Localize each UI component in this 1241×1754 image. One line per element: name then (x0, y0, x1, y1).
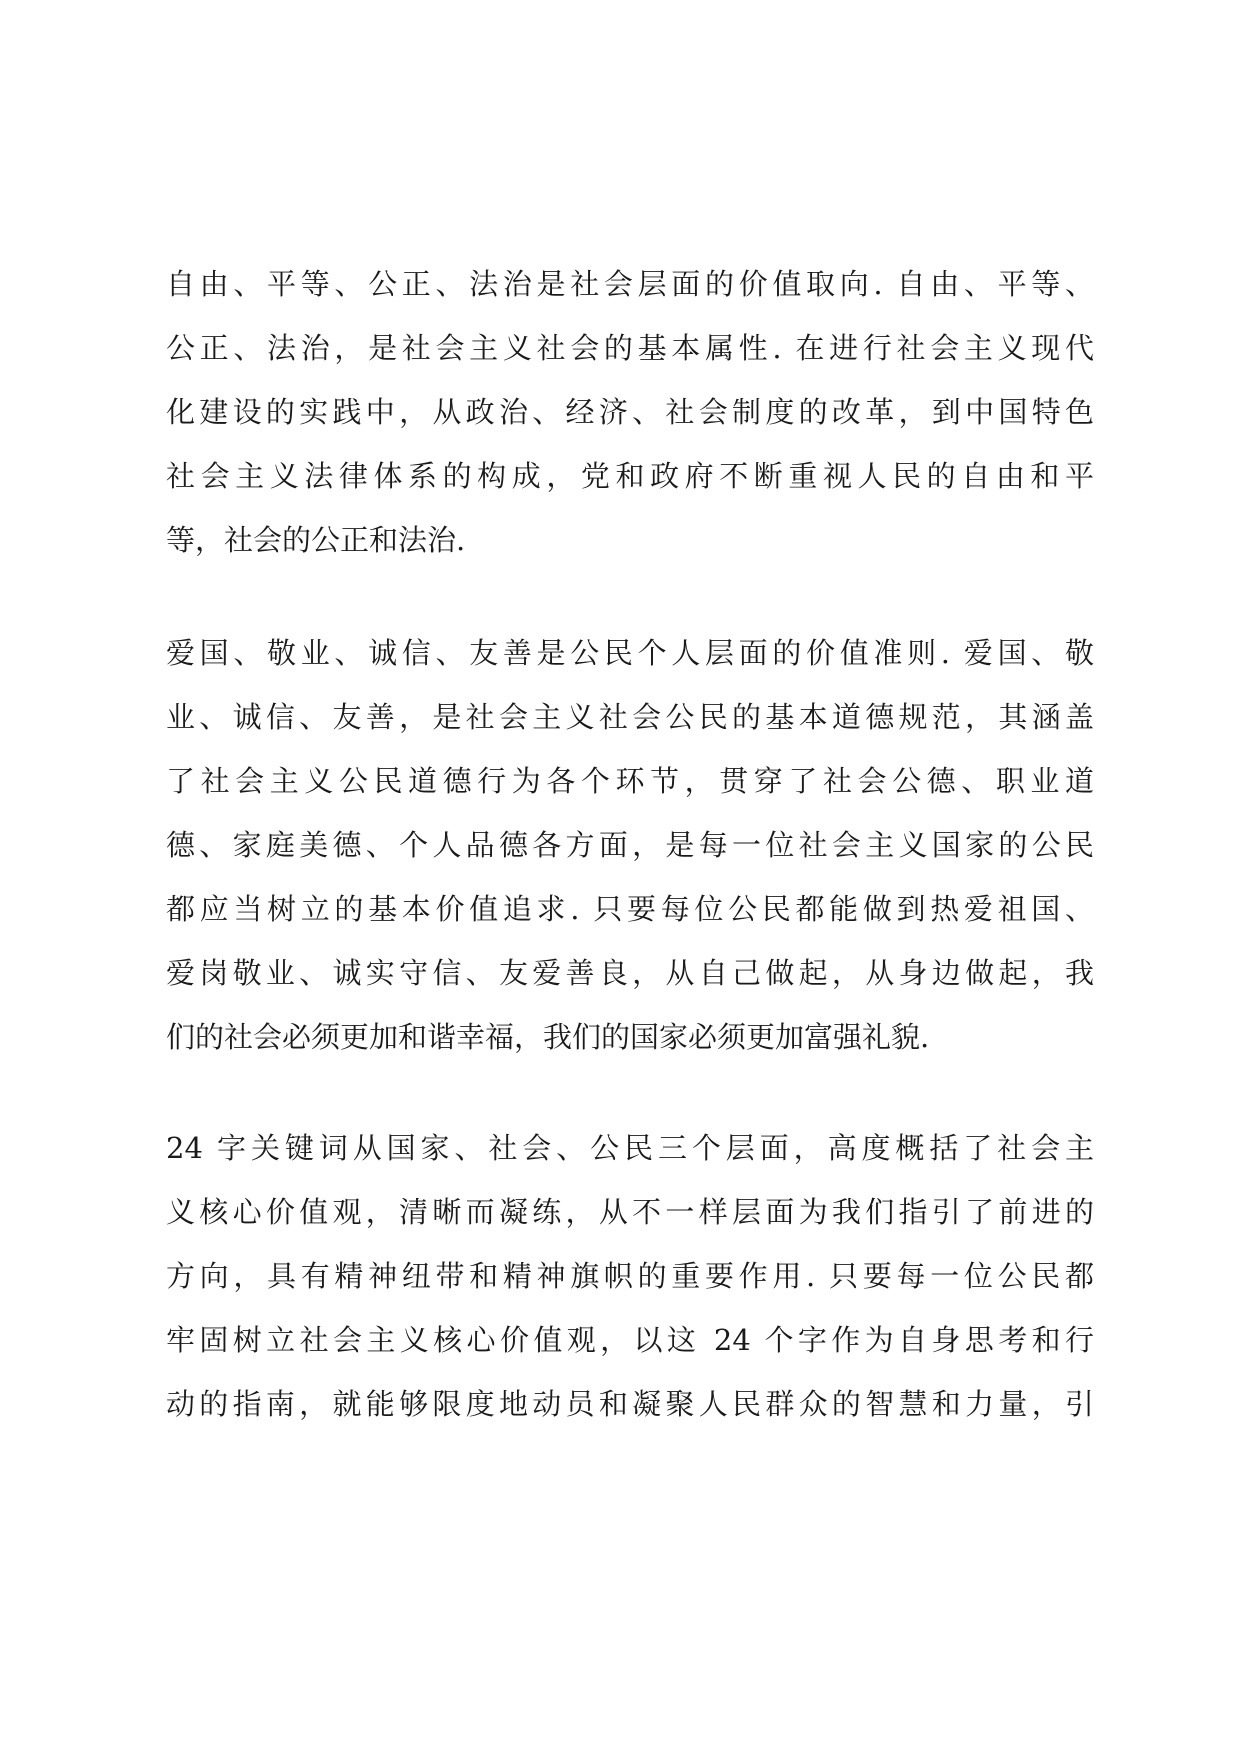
text-line: 24 字关键词从国家、社会、公民三个层面，高度概括了社会主 (166, 1131, 1094, 1165)
text-line: 自由、平等、公正、法治是社会层面的价值取向. 自由、平等、 (166, 267, 1094, 301)
text-line: 化建设的实践中，从政治、经济、社会制度的改革，到中国特色 (166, 395, 1094, 429)
text-line: 公正、法治，是社会主义社会的基本属性. 在进行社会主义现代 (166, 331, 1094, 365)
text-line: 德、家庭美德、个人品德各方面，是每一位社会主义国家的公民 (166, 828, 1094, 862)
paragraph-individual-values (166, 621, 1094, 1069)
text-line: 爱国、敬业、诚信、友善是公民个人层面的价值准则. 爱国、敬 (166, 636, 1094, 670)
paragraph-social-values (166, 252, 1094, 572)
text-line: 方向，具有精神纽带和精神旗帜的重要作用. 只要每一位公民都 (166, 1259, 1094, 1293)
text-line: 了社会主义公民道德行为各个环节，贯穿了社会公德、职业道 (166, 764, 1094, 798)
text-line: 等，社会的公正和法治. (166, 523, 466, 557)
text-line: 业、诚信、友善，是社会主义社会公民的基本道德规范，其涵盖 (166, 700, 1094, 734)
text-line: 们的社会必须更加和谐幸福，我们的国家必须更加富强礼貌. (166, 1020, 930, 1054)
text-line: 社会主义法律体系的构成，党和政府不断重视人民的自由和平 (166, 459, 1094, 493)
text-line: 动的指南，就能够限度地动员和凝聚人民群众的智慧和力量，引 (166, 1387, 1094, 1421)
text-line: 爱岗敬业、诚实守信、友爱善良，从自己做起，从身边做起，我 (166, 956, 1094, 990)
text-line: 义核心价值观，清晰而凝练，从不一样层面为我们指引了前进的 (166, 1195, 1094, 1229)
text-line: 都应当树立的基本价值追求. 只要每位公民都能做到热爱祖国、 (166, 892, 1094, 926)
text-line: 牢固树立社会主义核心价值观，以这 24 个字作为自身思考和行 (166, 1323, 1094, 1357)
paragraph-24-characters (166, 1116, 1094, 1436)
